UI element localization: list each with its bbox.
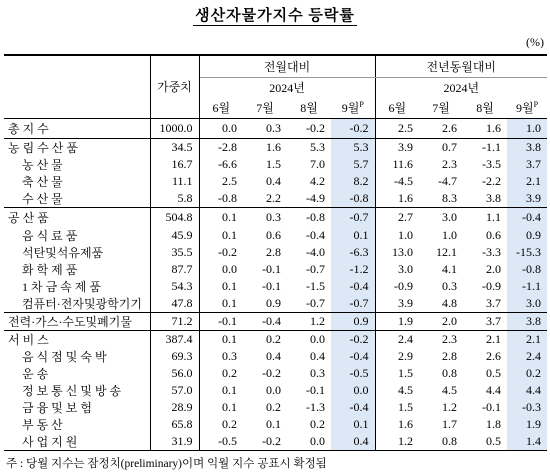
yoy-cell: 3.9 [507, 190, 547, 208]
header-weight: 가중치 [150, 55, 199, 118]
yoy-cell: 1.2 [442, 400, 457, 414]
yoy-cell: -1.1 [507, 278, 547, 295]
yoy-cell: 4.5 [398, 383, 413, 397]
yoy-cell: 1.6 [398, 417, 413, 431]
yoy-cell: -0.4 [507, 208, 547, 227]
mom-cell: 0.3 [310, 366, 325, 380]
mom-cell: 5.3 [287, 138, 331, 156]
yoy-cell: 0.9 [507, 227, 547, 244]
yoy-cell: 4.4 [486, 383, 501, 397]
row-label: 부 동 산 [4, 416, 150, 433]
mom-cell: 1.2 [287, 312, 331, 330]
mom-cell: 0.2 [266, 400, 281, 414]
mom-cell: 0.3 [222, 349, 237, 363]
yoy-cell: 0.7 [419, 138, 463, 156]
yoy-cell: 2.4 [507, 348, 547, 365]
row-label: 수 산 물 [4, 190, 150, 208]
weight-cell: 34.5 [150, 138, 199, 156]
yoy-cell: 0.5 [486, 434, 501, 448]
mom-cell: -4.0 [306, 244, 325, 259]
header-month-current: 9월$^P$ [331, 97, 375, 118]
mom-cell: 0.4 [331, 433, 375, 451]
table-row [4, 278, 547, 295]
yoy-cell: -0.3 [507, 399, 547, 416]
row-label: 정 보 통 신 및 방 송 [4, 382, 150, 399]
table-row [4, 227, 547, 244]
yoy-cell: 1.4 [507, 433, 547, 451]
row-label: 전력·가스·수도및폐기물 [4, 312, 150, 330]
yoy-cell: 1.0 [442, 227, 457, 242]
mom-cell: 0.0 [266, 383, 281, 397]
mom-cell: 0.9 [266, 295, 281, 310]
table-row [4, 261, 547, 278]
mom-cell: -0.4 [243, 312, 287, 330]
mom-cell: -0.4 [331, 278, 375, 295]
weight-cell: 65.8 [150, 416, 199, 433]
yoy-cell: 2.3 [419, 330, 463, 348]
mom-cell: 0.2 [222, 417, 237, 431]
row-label: 서 비 스 [4, 330, 150, 348]
mom-cell: 0.9 [331, 312, 375, 330]
yoy-cell: 0.3 [442, 278, 457, 293]
mom-cell: 0.2 [310, 417, 325, 431]
mom-cell: -0.8 [331, 190, 375, 208]
mom-cell: -0.4 [331, 399, 375, 416]
price-index-table [4, 54, 547, 451]
yoy-cell: 3.0 [507, 295, 547, 313]
mom-cell: -0.1 [262, 261, 281, 276]
row-label: 축 산 물 [4, 173, 150, 190]
table-row [4, 138, 547, 156]
yoy-cell: 3.7 [486, 295, 501, 310]
mom-cell: -0.1 [262, 278, 281, 293]
mom-cell: -0.7 [331, 208, 375, 227]
row-label: 석탄및석유제품 [4, 244, 150, 261]
yoy-cell: 3.0 [419, 208, 463, 227]
mom-cell: 5.3 [331, 138, 375, 156]
yoy-cell: 1.6 [398, 191, 413, 205]
mom-cell: 1.5 [266, 157, 281, 171]
yoy-cell: 1.1 [463, 208, 507, 227]
mom-cell: 0.1 [222, 227, 237, 242]
weight-cell: 1000.0 [150, 118, 199, 138]
mom-cell: 0.2 [222, 366, 237, 380]
mom-cell: 0.0 [222, 120, 237, 135]
yoy-cell: 3.7 [507, 156, 547, 173]
row-label: 1 차 금 속 제 품 [4, 278, 150, 295]
header-month: 8월 [287, 97, 331, 118]
yoy-cell: 1.0 [507, 118, 547, 138]
mom-cell: 0.1 [331, 416, 375, 433]
header-item [4, 55, 150, 118]
weight-cell: 11.1 [150, 173, 199, 190]
yoy-cell: 2.4 [375, 330, 419, 348]
table-row [4, 118, 547, 138]
row-label: 총 지 수 [4, 118, 150, 138]
row-label: 화 학 제 품 [4, 261, 150, 278]
mom-cell: -0.5 [331, 365, 375, 382]
yoy-cell: 12.1 [436, 244, 457, 259]
mom-cell: 8.2 [331, 173, 375, 190]
mom-cell: -0.2 [262, 366, 281, 380]
yoy-cell: 1.5 [398, 400, 413, 414]
mom-cell: -0.7 [306, 295, 325, 310]
weight-cell: 35.5 [150, 244, 199, 261]
yoy-cell: 1.9 [507, 416, 547, 433]
table-row [4, 416, 547, 433]
table-row [4, 365, 547, 382]
row-label: 사 업 지 원 [4, 433, 150, 451]
unit-label: (%) [526, 35, 544, 49]
mom-cell: 0.0 [287, 330, 331, 348]
header-month: 8월 [463, 97, 507, 118]
mom-cell: -1.3 [306, 400, 325, 414]
table-row [4, 208, 547, 227]
mom-cell: -0.1 [199, 312, 243, 330]
yoy-cell: -15.3 [507, 244, 547, 261]
yoy-cell: 3.7 [463, 312, 507, 330]
table-row [4, 173, 547, 190]
yoy-cell: -4.7 [438, 174, 457, 188]
row-label: 농 산 물 [4, 156, 150, 173]
yoy-cell: 3.9 [375, 138, 419, 156]
yoy-cell: 4.1 [442, 261, 457, 276]
yoy-cell: 3.8 [507, 138, 547, 156]
yoy-cell: 1.0 [398, 227, 413, 242]
header-yoy: 전년동월대비 [375, 55, 547, 77]
row-label: 운 송 [4, 365, 150, 382]
mom-cell: 0.1 [331, 227, 375, 244]
weight-cell: 71.2 [150, 312, 199, 330]
row-label: 음 식 점 및 숙 박 [4, 348, 150, 365]
mom-cell: -0.2 [331, 118, 375, 138]
mom-cell: 0.1 [222, 400, 237, 414]
table-row [4, 244, 547, 261]
yoy-cell: 1.2 [398, 434, 413, 448]
row-label: 공 산 품 [4, 208, 150, 227]
mom-cell: -0.5 [218, 434, 237, 448]
yoy-cell: 0.8 [442, 434, 457, 448]
yoy-cell: 0.6 [486, 227, 501, 242]
row-label: 농 림 수 산 품 [4, 138, 150, 156]
yoy-cell: 3.9 [398, 295, 413, 310]
yoy-cell: -0.9 [482, 278, 501, 293]
mom-cell: 0.3 [266, 120, 281, 135]
weight-cell: 31.9 [150, 433, 199, 451]
header-year-mom: 2024년 [199, 77, 375, 97]
yoy-cell: 11.6 [392, 157, 413, 171]
mom-cell: -1.5 [306, 278, 325, 293]
mom-cell: 1.6 [243, 138, 287, 156]
header-year-yoy: 2024년 [375, 77, 547, 97]
weight-cell: 28.9 [150, 399, 199, 416]
yoy-cell: 2.8 [442, 349, 457, 363]
weight-cell: 57.0 [150, 382, 199, 399]
header-month: 6월 [375, 97, 419, 118]
yoy-cell: 8.3 [442, 191, 457, 205]
mom-cell: 4.2 [310, 174, 325, 188]
yoy-cell: 3.0 [398, 261, 413, 276]
yoy-cell: 2.0 [486, 261, 501, 276]
mom-cell: -4.9 [306, 191, 325, 205]
header-month: 7월 [243, 97, 287, 118]
mom-cell: -0.4 [306, 227, 325, 242]
yoy-cell: 13.0 [392, 244, 413, 259]
header-month: 6월 [199, 97, 243, 118]
mom-cell: -2.8 [199, 138, 243, 156]
table-row [4, 348, 547, 365]
yoy-cell: 3.8 [486, 191, 501, 205]
yoy-cell: -0.9 [394, 278, 413, 293]
mom-cell: -6.3 [331, 244, 375, 261]
yoy-cell: 1.5 [398, 366, 413, 380]
weight-cell: 54.3 [150, 278, 199, 295]
yoy-cell: 3.8 [507, 312, 547, 330]
mom-cell: -0.7 [331, 295, 375, 313]
mom-cell: 0.1 [266, 417, 281, 431]
mom-cell: 2.2 [266, 191, 281, 205]
row-label: 금 융 및 보 험 [4, 399, 150, 416]
weight-cell: 47.8 [150, 295, 199, 313]
yoy-cell: -2.2 [482, 174, 501, 188]
mom-cell: -0.7 [306, 261, 325, 276]
weight-cell: 69.3 [150, 348, 199, 365]
mom-cell: -1.2 [331, 261, 375, 278]
yoy-cell: 2.3 [442, 157, 457, 171]
weight-cell: 387.4 [150, 330, 199, 348]
yoy-cell: -3.5 [482, 157, 501, 171]
yoy-cell: -0.8 [507, 261, 547, 278]
mom-cell: 0.4 [310, 349, 325, 363]
weight-cell: 87.7 [150, 261, 199, 278]
yoy-cell: 4.5 [442, 383, 457, 397]
mom-cell: -0.8 [287, 208, 331, 227]
mom-cell: -0.1 [306, 383, 325, 397]
yoy-cell: 0.5 [486, 366, 501, 380]
yoy-cell: 2.5 [398, 120, 413, 135]
mom-cell: 0.1 [222, 383, 237, 397]
yoy-cell: 0.2 [507, 365, 547, 382]
mom-cell: 7.0 [310, 157, 325, 171]
weight-cell: 56.0 [150, 365, 199, 382]
weight-cell: 504.8 [150, 208, 199, 227]
mom-cell: 0.1 [199, 330, 243, 348]
mom-cell: 0.0 [331, 382, 375, 399]
table-row [4, 190, 547, 208]
table-row [4, 433, 547, 451]
table-row [4, 312, 547, 330]
mom-cell: 0.0 [310, 434, 325, 448]
mom-cell: 0.4 [266, 349, 281, 363]
mom-cell: 2.8 [266, 244, 281, 259]
yoy-cell: 2.1 [507, 173, 547, 190]
mom-cell: -0.2 [306, 120, 325, 135]
yoy-cell: 0.8 [442, 366, 457, 380]
mom-cell: 0.6 [266, 227, 281, 242]
yoy-cell: 4.4 [507, 382, 547, 399]
mom-cell: 0.4 [266, 174, 281, 188]
yoy-cell: 2.1 [507, 330, 547, 348]
mom-cell: 5.7 [331, 156, 375, 173]
mom-cell: 0.1 [222, 278, 237, 293]
weight-cell: 5.8 [150, 190, 199, 208]
yoy-cell: 2.7 [375, 208, 419, 227]
header-month-current: 9월$^P$ [507, 97, 547, 118]
yoy-cell: -3.3 [482, 244, 501, 259]
weight-cell: 16.7 [150, 156, 199, 173]
mom-cell: 0.0 [222, 261, 237, 276]
table-row [4, 330, 547, 348]
mom-cell: 0.1 [222, 295, 237, 310]
table-title: 생산자물가지수 등락률 [195, 8, 355, 24]
yoy-cell: 2.1 [463, 330, 507, 348]
yoy-cell: 1.6 [486, 120, 501, 135]
mom-cell: 0.3 [243, 208, 287, 227]
yoy-cell: 1.8 [486, 417, 501, 431]
yoy-cell: 2.0 [419, 312, 463, 330]
mom-cell: -0.2 [262, 434, 281, 448]
yoy-cell: 1.9 [375, 312, 419, 330]
mom-cell: 0.1 [199, 208, 243, 227]
mom-cell: 0.2 [243, 330, 287, 348]
yoy-cell: -0.1 [482, 400, 501, 414]
row-label: 음 식 료 품 [4, 227, 150, 244]
row-label: 컴퓨터·전자및광학기기 [4, 295, 150, 313]
mom-cell: -0.2 [331, 330, 375, 348]
mom-cell: 2.5 [222, 174, 237, 188]
mom-cell: -0.4 [331, 348, 375, 365]
footnote: 주 : 당월 지수는 잠정치(preliminary)이며 익월 지수 공표시 확정됨 [6, 458, 327, 470]
yoy-cell: 2.6 [442, 120, 457, 135]
mom-cell: -0.8 [218, 191, 237, 205]
table-row [4, 156, 547, 173]
weight-cell: 45.9 [150, 227, 199, 244]
table-row [4, 399, 547, 416]
yoy-cell: 1.7 [442, 417, 457, 431]
yoy-cell: 4.8 [442, 295, 457, 310]
header-mom: 전월대비 [199, 55, 375, 77]
yoy-cell: 2.9 [398, 349, 413, 363]
yoy-cell: -1.1 [463, 138, 507, 156]
mom-cell: -0.2 [218, 244, 237, 259]
header-month: 7월 [419, 97, 463, 118]
yoy-cell: 2.6 [486, 349, 501, 363]
mom-cell: -6.6 [218, 157, 237, 171]
yoy-cell: -4.5 [394, 174, 413, 188]
table-row [4, 382, 547, 399]
table-row [4, 295, 547, 313]
